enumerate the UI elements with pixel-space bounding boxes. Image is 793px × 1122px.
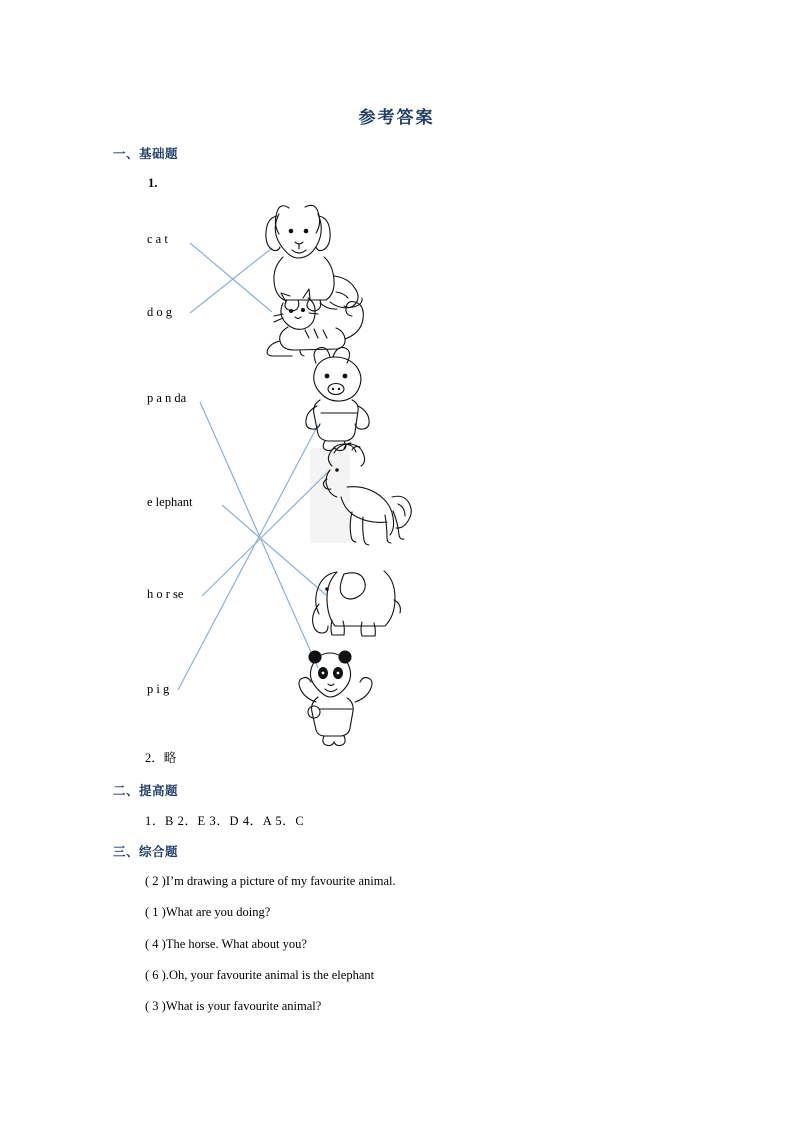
section3-line-3: ( 4 )The horse. What about you? — [145, 937, 307, 951]
match-word-horse: h o r se — [147, 587, 184, 601]
elephant-drawing — [313, 571, 401, 636]
section-heading-comprehensive: 三、综合题 — [113, 845, 179, 859]
section3-line-1: ( 2 )I’m drawing a picture of my favourite animal. — [145, 874, 396, 888]
item-number-1: 1. — [148, 176, 158, 190]
section-heading-advanced: 二、提高题 — [113, 784, 179, 798]
cat-drawing — [267, 289, 363, 356]
section3-line-4: ( 6 ).Oh, your favourite animal is the elephant — [145, 968, 375, 982]
item-2-answer: 2．略 — [145, 751, 177, 765]
horse-drawing — [323, 443, 411, 545]
match-word-panda: p a n da — [147, 391, 187, 405]
dog-drawing — [266, 205, 362, 311]
section3-line-5: ( 3 )What is your favourite animal? — [145, 999, 322, 1013]
page-title: 参考答案 — [358, 108, 435, 127]
section3-line-2: ( 1 )What are you doing? — [145, 905, 271, 919]
section-heading-basic: 一、基础题 — [113, 147, 179, 161]
section2-answers: 1．B 2．E 3．D 4．A 5．C — [145, 814, 305, 828]
match-word-cat: c a t — [147, 232, 168, 246]
panda-drawing — [299, 651, 372, 746]
match-word-pig: p i g — [147, 682, 170, 696]
match-word-dog: d o g — [147, 305, 172, 319]
pig-drawing — [306, 347, 369, 450]
match-word-elephant: e lephant — [147, 495, 193, 509]
